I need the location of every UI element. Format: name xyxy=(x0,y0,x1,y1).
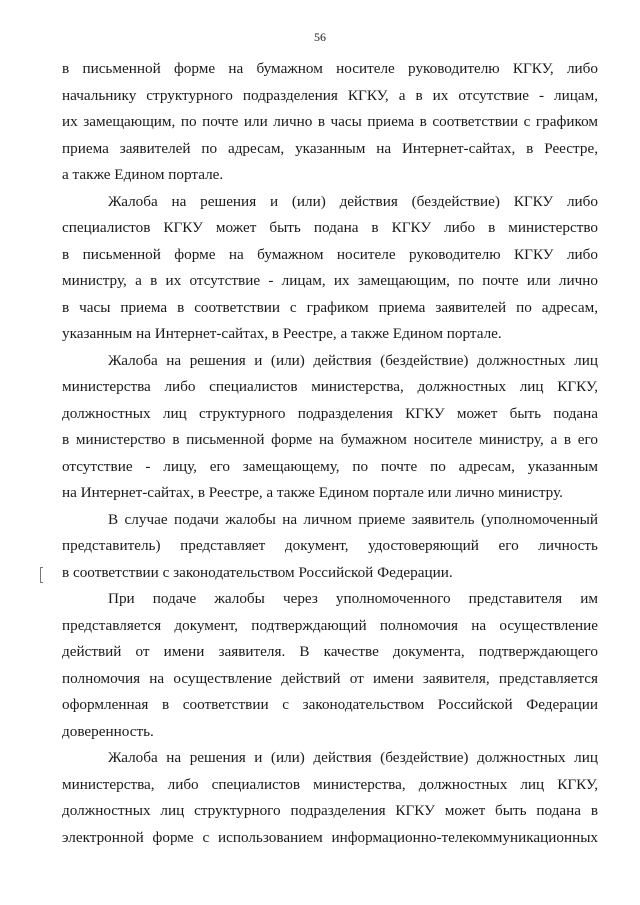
paragraph-3 xyxy=(62,348,598,507)
page-number: 56 xyxy=(314,30,326,44)
text-line: полномочия на осуществление действий от имени заявителя, представляется xyxy=(62,669,598,687)
text-line: должностных лиц структурного подразделения КГКУ может быть подана xyxy=(62,404,598,422)
text-line: в министерство в письменной форме на бумажном носителе министру, а в его xyxy=(62,431,598,448)
text-line: оформленная в соответствии с законодательством Российской Федерации xyxy=(62,696,598,713)
text-line: представитель) представляет документ, удостоверяющий его личность xyxy=(62,537,598,554)
text-line: в письменной форме на бумажном носителе руководителю КГКУ, либо xyxy=(62,60,598,77)
text-line: приема заявителей по адресам, указанным на Интернет-сайтах, в Реестре, xyxy=(62,139,598,157)
text-line: отсутствие - лицу, его замещающему, по почте по адресам, указанным xyxy=(62,457,598,475)
margin-mark xyxy=(40,567,43,583)
text-line: в письменной форме на бумажном носителе руководителю КГКУ либо xyxy=(62,245,598,263)
paragraph-2 xyxy=(62,189,598,348)
text-line: электронной форме с использованием информационно-телекоммуникационных xyxy=(62,828,598,846)
text-line: При подаче жалобы через уполномоченного представителя им xyxy=(108,590,598,607)
text-line: специалистов КГКУ может быть подана в КГКУ либо в министерство xyxy=(62,219,598,236)
text-line: представляется документ, подтверждающий полномочия на осуществление xyxy=(62,616,598,634)
text-line: начальнику структурного подразделения КГКУ, а в их отсутствие - лицам, xyxy=(62,86,598,104)
text-line: а также Едином портале. xyxy=(62,166,224,183)
text-line: действий от имени заявителя. В качестве документа, подтверждающего xyxy=(62,643,598,660)
text-line: доверенность. xyxy=(62,722,154,740)
paragraph-5 xyxy=(62,586,598,745)
text-line: должностных лиц структурного подразделения КГКУ может быть подана в xyxy=(62,802,598,819)
paragraph-4 xyxy=(62,507,598,587)
paragraph-6 xyxy=(62,745,598,851)
paragraph-1 xyxy=(62,56,598,189)
text-line: министру, а в их отсутствие - лицам, их замещающим, по почте или лично xyxy=(62,272,598,289)
text-line: министерства, либо специалистов министерства, должностных лиц КГКУ, xyxy=(62,775,598,793)
text-line: Жалоба на решения и (или) действия (бездействие) КГКУ либо xyxy=(108,192,598,210)
text-line: В случае подачи жалобы на личном приеме заявитель (уполномоченный xyxy=(108,510,598,528)
document-body xyxy=(62,56,598,851)
text-line: в часы приема в соответствии с графиком приема заявителей по адресам, xyxy=(62,298,598,316)
text-line: в соответствии с законодательством Российской Федерации. xyxy=(62,563,453,581)
text-line: министерства либо специалистов министерства, должностных лиц КГКУ, xyxy=(62,378,598,395)
text-line: Жалоба на решения и (или) действия (бездействие) должностных лиц xyxy=(108,749,598,766)
text-line: на Интернет-сайтах, в Реестре, а также Едином портале или лично министру. xyxy=(62,484,563,501)
text-line: указанным на Интернет-сайтах, в Реестре, а также Едином портале. xyxy=(62,325,502,342)
text-line: Жалоба на решения и (или) действия (бездействие) должностных лиц xyxy=(108,351,598,369)
text-line: их замещающим, по почте или лично в часы приема в соответствии с графиком xyxy=(62,113,598,130)
